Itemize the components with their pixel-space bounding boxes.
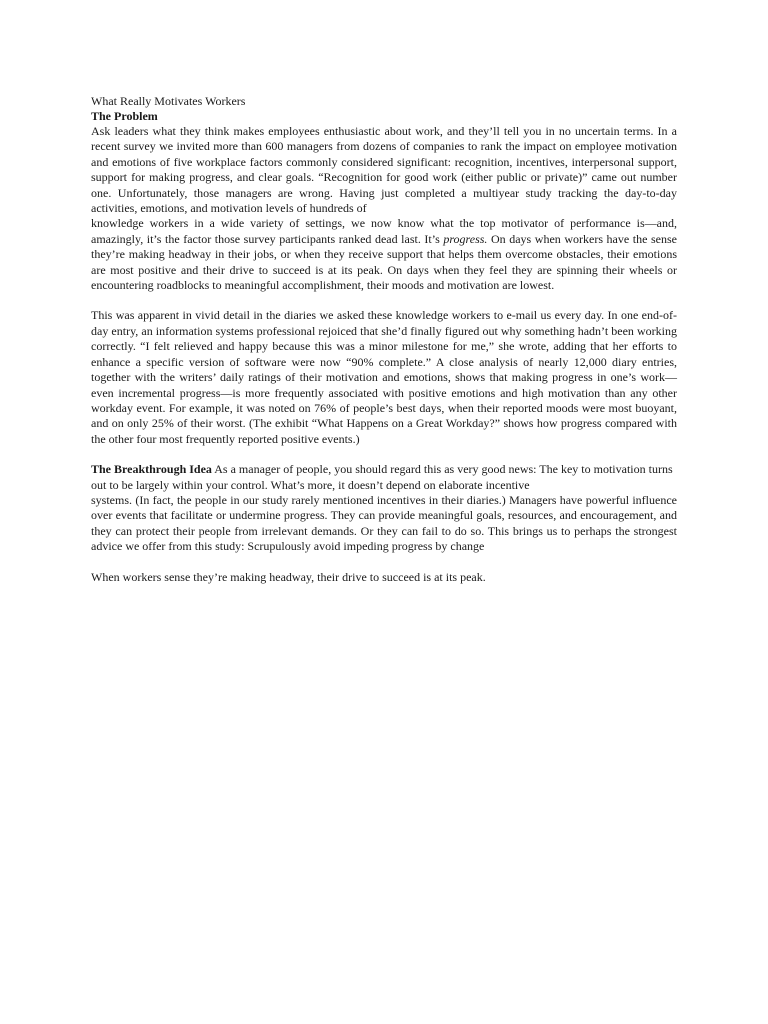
emphasis-progress: progress. — [443, 231, 488, 246]
paragraph-diaries: This was apparent in vivid detail in the diaries we asked these knowledge workers to e-mail us every day. In one end-of-day entry, an information systems professional rejoiced that she’d finally figured out why something hadn’t been working correctly. “I felt relieved and happy because this was a minor milestone for me,” she wrote, adding that her efforts to enhance a specific version of software were now “90% complete.” A close analysis of nearly 12,000 diary entries, together with the writers’ daily ratings of their motivation and emotions, shows that making progress in one’s work— even incremental progress—is more frequently associated with positive emotions and high motivation than any other workday event. For example, it was noted on 76% of people’s best days, when their reported moods were most buoyant, and on only 25% of their worst. (The exhibit “What Happens on a Great Workday?” shows how progress compared with the other four most frequently reported positive events.) — [91, 308, 677, 446]
paragraph-breakthrough-part2: systems. (In fact, the people in our study rarely mentioned incentives in their diaries.) Managers have powerful influence over events that facilitate or undermine progress. They can provide meaningful goals, resources, and encouragement, and they can protect their people from irrelevant demands. Or they can fail to do so. This brings us to perhaps the strongest advice we offer from this study: Scrupulously avoid impeding progress by change — [91, 492, 677, 554]
document-title: What Really Motivates Workers — [91, 94, 246, 108]
paragraph-breakthrough-text: As a manager of people, you should regard this as very good news: The key to motivation turns out to be largely within your control. What’s more, it doesn’t depend on elaborate incentive — [91, 462, 673, 492]
section-heading-problem: The Problem — [91, 109, 158, 123]
paragraph-spacer — [91, 555, 677, 570]
paragraph-problem-text-end: On days when workers have the sense they’re making headway in their jobs, or when they receive support that helps them overcome obstacles, their emotions are most positive and their drive to succeed is at its peak. On days when they feel they are spinning their wheels or encountering roadblocks to meaningful accomplishment, their moods and motivation are lowest. — [91, 231, 677, 293]
paragraph-problem-part2 — [91, 216, 677, 293]
paragraph-problem-part1: Ask leaders what they think makes employees enthusiastic about work, and they’ll tell you in no uncertain terms. In a recent survey we invited more than 600 managers from dozens of companies to rank the impact on employee motivation and emotions of five workplace factors commonly considered significant: recognition, incentives, interpersonal support, support for making progress, and clear goals. “Recognition for good work (either public or private)” came out number one. Unfortunately, those managers are wrong. Having just completed a multiyear study tracking the day-to-day activities, emotions, and motivation levels of hundreds of — [91, 124, 677, 216]
section-heading-breakthrough: The Breakthrough Idea — [91, 462, 212, 477]
paragraph-problem-text: knowledge workers in a wide variety of settings, we now know what the top motivator of performance is—and, amazingly, it’s the factor those survey participants ranked dead last. It’s — [91, 216, 677, 246]
pull-quote: When workers sense they’re making headway, their drive to succeed is at its peak. — [91, 569, 486, 584]
paragraph-breakthrough-part1 — [91, 462, 677, 493]
paragraph-spacer — [91, 293, 677, 308]
paragraph-spacer — [91, 447, 677, 462]
